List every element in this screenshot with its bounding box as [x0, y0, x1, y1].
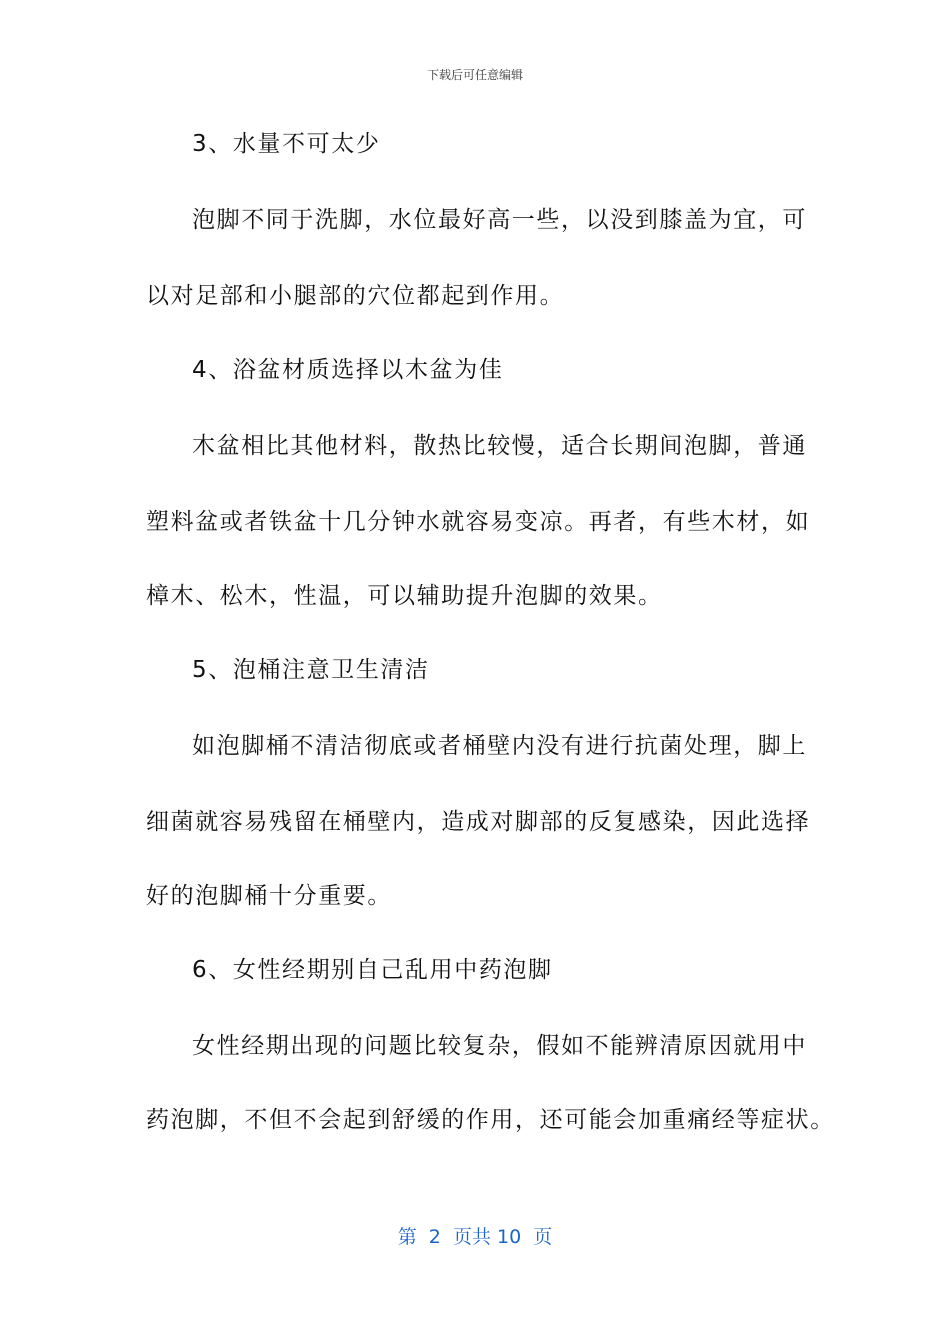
paragraph-line: 药泡脚，不但不会起到舒缓的作用，还可能会加重痛经等症状。: [146, 1107, 835, 1133]
paragraph-line: 好的泡脚桶十分重要。: [146, 883, 392, 909]
heading-bucket-hygiene: 5、泡桶注意卫生清洁: [192, 657, 430, 683]
heading-water-level: 3、水量不可太少: [192, 131, 381, 157]
heading-menstrual-period: 6、女性经期别自己乱用中药泡脚: [192, 957, 553, 983]
paragraph-line: 细菌就容易残留在桶壁内，造成对脚部的反复感染，因此选择: [146, 809, 811, 835]
paragraph-line: 如泡脚桶不清洁彻底或者桶壁内没有进行抗菌处理，脚上: [192, 733, 807, 759]
paragraph-line: 女性经期出现的问题比较复杂，假如不能辨清原因就用中: [192, 1033, 807, 1059]
page-number: 第 2 页共 10 页: [397, 1226, 553, 1248]
paragraph-line: 以对足部和小腿部的穴位都起到作用。: [146, 283, 565, 309]
paragraph-line: 木盆相比其他材料，散热比较慢，适合长期间泡脚，普通: [192, 433, 807, 459]
paragraph-line: 泡脚不同于洗脚，水位最好高一些，以没到膝盖为宜，可: [192, 207, 807, 233]
paragraph-line: 樟木、松木，性温，可以辅助提升泡脚的效果。: [146, 583, 663, 609]
paragraph-line: 塑料盆或者铁盆十几分钟水就容易变凉。再者，有些木材，如: [146, 509, 811, 535]
header-note: 下载后可任意编辑: [426, 68, 523, 82]
heading-basin-material: 4、浴盆材质选择以木盆为佳: [192, 357, 504, 383]
